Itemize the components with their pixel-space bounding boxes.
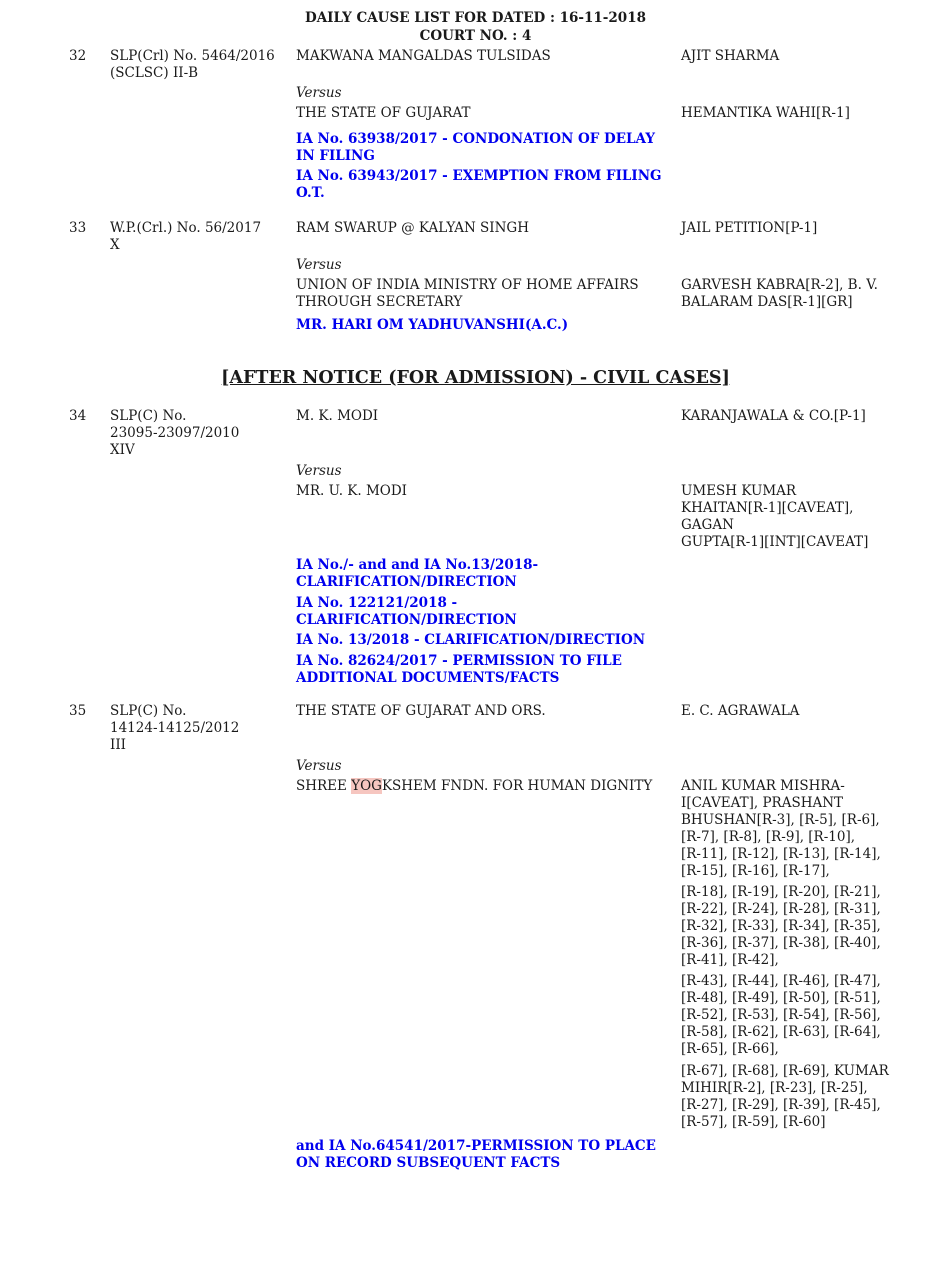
case-serial-number: 32 — [69, 48, 87, 64]
ia-entry — [296, 131, 666, 165]
case-number-line: SLP(C) No. — [110, 703, 187, 719]
respondent-name — [296, 277, 666, 311]
petitioner-name: THE STATE OF GUJARAT AND ORS. — [296, 703, 546, 719]
respondent-name: THE STATE OF GUJARAT — [296, 105, 471, 121]
ia-line: IN FILING — [296, 148, 375, 164]
ia-entry — [296, 595, 666, 629]
case-number-line: (SCLSC) II-B — [110, 65, 199, 81]
advocate-line: [R-57], [R-59], [R-60] — [681, 1114, 826, 1130]
ia-line: CLARIFICATION/DIRECTION — [296, 612, 517, 628]
respondent-advocate — [681, 277, 891, 311]
ia-line: and IA No.64541/2017-PERMISSION TO PLACE — [296, 1138, 656, 1154]
advocate-line: [R-67], [R-68], [R-69], KUMAR — [681, 1063, 889, 1079]
advocate-line: ANIL KUMAR MISHRA- — [681, 778, 845, 794]
respondent-advocate — [681, 778, 891, 880]
petitioner-advocate: JAIL PETITION[P-1] — [681, 220, 818, 236]
advocate-line: [R-27], [R-29], [R-39], [R-45], — [681, 1097, 881, 1113]
search-highlight: YOG — [351, 778, 382, 794]
advocate-line: [R-52], [R-53], [R-54], [R-56], — [681, 1007, 881, 1023]
case-number-line: III — [110, 737, 126, 753]
petitioner-advocate: E. C. AGRAWALA — [681, 703, 800, 719]
case-serial-number: 35 — [69, 703, 87, 719]
respondent-line: THROUGH SECRETARY — [296, 294, 463, 310]
respondent-advocate — [681, 973, 891, 1058]
versus-label: Versus — [296, 85, 342, 101]
case-serial-number: 34 — [69, 408, 87, 424]
respondent-text: KSHEM FNDN. FOR HUMAN DIGNITY — [381, 778, 653, 794]
versus-label: Versus — [296, 758, 342, 774]
versus-label: Versus — [296, 463, 342, 479]
advocate-line: [R-7], [R-8], [R-9], [R-10], — [681, 829, 856, 845]
advocate-line: MIHIR[R-2], [R-23], [R-25], — [681, 1080, 868, 1096]
advocate-line: GARVESH KABRA[R-2], B. V. — [681, 277, 878, 293]
versus-label: Versus — [296, 257, 342, 273]
section-heading: [AFTER NOTICE (FOR ADMISSION) - CIVIL CASES] — [221, 368, 730, 388]
advocate-line: BALARAM DAS[R-1][GR] — [681, 294, 853, 310]
ia-entry: IA No. 13/2018 - CLARIFICATION/DIRECTION — [296, 632, 646, 648]
respondent-line: UNION OF INDIA MINISTRY OF HOME AFFAIRS — [296, 277, 639, 293]
advocate-line: [R-32], [R-33], [R-34], [R-35], — [681, 918, 881, 934]
advocate-line: [R-43], [R-44], [R-46], [R-47], — [681, 973, 881, 989]
petitioner-name: RAM SWARUP @ KALYAN SINGH — [296, 220, 529, 236]
advocate-line: [R-22], [R-24], [R-28], [R-31], — [681, 901, 881, 917]
respondent-name: MR. U. K. MODI — [296, 483, 408, 499]
ia-line: ON RECORD SUBSEQUENT FACTS — [296, 1155, 561, 1171]
advocate-line: I[CAVEAT], PRASHANT — [681, 795, 844, 811]
case-number-line: SLP(Crl) No. 5464/2016 — [110, 48, 275, 64]
respondent-advocate — [681, 483, 891, 551]
ia-line: ADDITIONAL DOCUMENTS/FACTS — [296, 670, 560, 686]
advocate-line: [R-11], [R-12], [R-13], [R-14], — [681, 846, 881, 862]
ia-line: IA No. 82624/2017 - PERMISSION TO FILE — [296, 653, 622, 669]
case-number-line: XIV — [110, 442, 135, 458]
respondent-name — [296, 778, 666, 795]
advocate-line: [R-65], [R-66], — [681, 1041, 779, 1057]
advocate-line: [R-41], [R-42], — [681, 952, 779, 968]
advocate-line: GUPTA[R-1][INT][CAVEAT] — [681, 534, 869, 550]
case-number — [110, 408, 285, 459]
ia-line: IA No. 63938/2017 - CONDONATION OF DELAY — [296, 131, 655, 147]
case-number — [110, 220, 285, 254]
court-number: COURT NO. : 4 — [419, 28, 532, 44]
petitioner-advocate: KARANJAWALA & CO.[P-1] — [681, 408, 866, 424]
ia-line: IA No. 63943/2017 - EXEMPTION FROM FILING — [296, 168, 662, 184]
ia-line: IA No. 122121/2018 - — [296, 595, 458, 611]
advocate-line: UMESH KUMAR — [681, 483, 797, 499]
case-serial-number: 33 — [69, 220, 87, 236]
respondent-text: SHREE — [296, 778, 352, 794]
petitioner-name: MAKWANA MANGALDAS TULSIDAS — [296, 48, 551, 64]
advocate-line: KHAITAN[R-1][CAVEAT], — [681, 500, 854, 516]
respondent-advocate — [681, 884, 891, 969]
case-number — [110, 48, 285, 82]
petitioner-advocate: AJIT SHARMA — [681, 48, 780, 64]
ia-entry — [296, 653, 666, 687]
advocate-line: [R-58], [R-62], [R-63], [R-64], — [681, 1024, 881, 1040]
ia-line: O.T. — [296, 185, 325, 201]
ia-line: IA No./- and and IA No.13/2018- — [296, 557, 539, 573]
respondent-advocate — [681, 1063, 891, 1131]
amicus-curiae: MR. HARI OM YADHUVANSHI(A.C.) — [296, 317, 569, 333]
petitioner-name: M. K. MODI — [296, 408, 379, 424]
advocate-line: [R-36], [R-37], [R-38], [R-40], — [681, 935, 881, 951]
case-number — [110, 703, 285, 754]
case-number-line: 23095-23097/2010 — [110, 425, 240, 441]
case-number-line: X — [110, 237, 120, 253]
case-number-line: 14124-14125/2012 — [110, 720, 240, 736]
ia-line: CLARIFICATION/DIRECTION — [296, 574, 517, 590]
case-number-line: W.P.(Crl.) No. 56/2017 — [110, 220, 262, 236]
ia-entry — [296, 557, 666, 591]
advocate-line: [R-18], [R-19], [R-20], [R-21], — [681, 884, 881, 900]
advocate-line: BHUSHAN[R-3], [R-5], [R-6], — [681, 812, 880, 828]
ia-entry — [296, 1138, 666, 1172]
ia-entry — [296, 168, 666, 202]
advocate-line: [R-15], [R-16], [R-17], — [681, 863, 830, 879]
advocate-line: GAGAN — [681, 517, 734, 533]
advocate-line: [R-48], [R-49], [R-50], [R-51], — [681, 990, 881, 1006]
cause-list-title: DAILY CAUSE LIST FOR DATED : 16-11-2018 — [305, 10, 646, 26]
case-number-line: SLP(C) No. — [110, 408, 187, 424]
respondent-advocate: HEMANTIKA WAHI[R-1] — [681, 105, 850, 121]
